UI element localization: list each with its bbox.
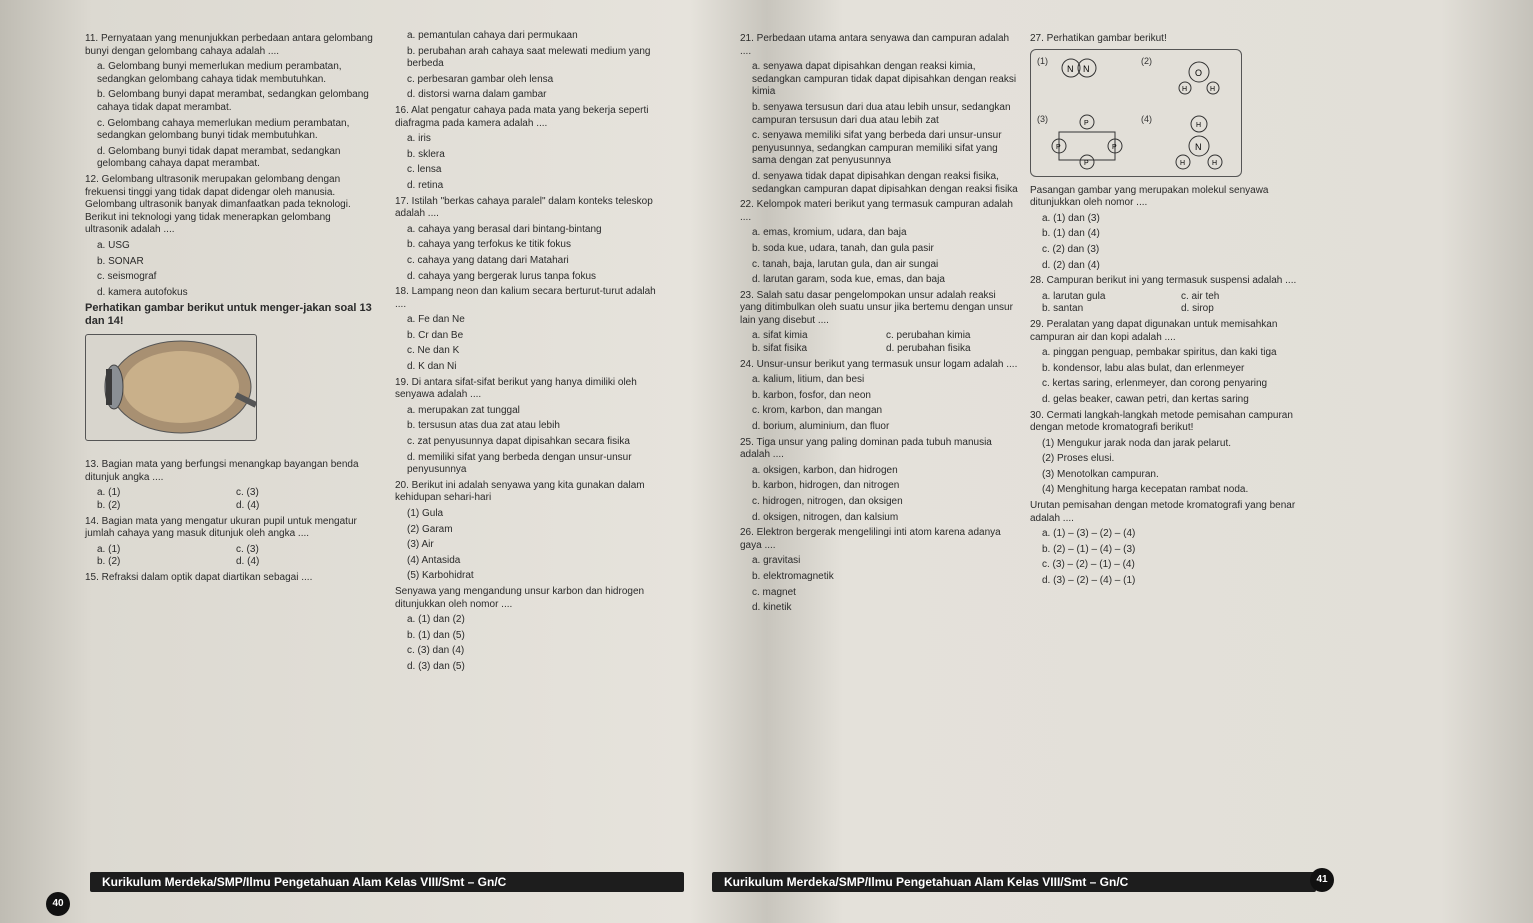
option: c. krom, karbon, dan mangan <box>752 405 883 417</box>
svg-text:H: H <box>1210 85 1216 93</box>
question-14: 14. Bagian mata yang mengatur ukuran pupil untuk mengatur jumlah cahaya yang masuk ditunjuk oleh angka .... <box>85 515 357 540</box>
option: a. larutan gula <box>1042 290 1106 302</box>
option: a. gravitasi <box>752 555 801 567</box>
option: c. Gelombang cahaya memerlukan medium perambatan, sedangkan gelombang bunyi tidak membutuhkan. <box>97 117 350 142</box>
option: d. memiliki sifat yang berbeda dengan unsur-unsur penyusunnya <box>407 451 632 476</box>
left-page <box>75 30 735 890</box>
option: b. santan <box>1042 303 1084 315</box>
molecule-figure <box>1030 49 1242 177</box>
option: b. (1) dan (5) <box>407 629 465 641</box>
option: a. oksigen, karbon, dan hidrogen <box>752 464 898 476</box>
svg-text:O: O <box>1195 67 1203 78</box>
question-text: Senyawa yang mengandung unsur karbon dan hidrogen ditunjukkan oleh nomor .... <box>395 585 645 610</box>
option: a. iris <box>407 133 431 145</box>
question-25: 25. Tiga unsur yang paling dominan pada tubuh manusia adalah .... <box>740 436 992 461</box>
list-item: (2) Garam <box>407 523 453 535</box>
question-text: Pasangan gambar yang merupakan molekul senyawa ditunjukkan oleh nomor .... <box>1030 184 1269 209</box>
option: d. borium, aluminium, dan fluor <box>752 421 890 433</box>
right-column-2 <box>1030 30 1320 591</box>
option: c. magnet <box>752 586 796 598</box>
list-item: (5) Karbohidrat <box>407 570 474 582</box>
q13-options <box>85 487 375 500</box>
figure-label: (1) <box>1037 55 1048 66</box>
option: d. (3) dan (5) <box>407 660 465 672</box>
option: a. (1) <box>97 543 121 555</box>
option: a. cahaya yang berasal dari bintang-bintang <box>407 223 602 235</box>
option: d. (4) <box>236 500 260 512</box>
option: d. K dan Ni <box>407 361 457 373</box>
q23-options <box>740 330 1020 343</box>
question-30: 30. Cermati langkah-langkah metode pemisahan campuran dengan metode kromatografi berikut! <box>1030 409 1293 434</box>
figure-label: (2) <box>1141 55 1152 66</box>
option: b. (2) <box>97 556 121 568</box>
question-26: 26. Elektron bergerak mengelilingi inti atom karena adanya gaya .... <box>740 527 1001 551</box>
option: d. perubahan fisika <box>886 343 971 355</box>
option: b. senyawa tersusun dari dua atau lebih unsur, sedangkan campuran tersusun dari dua atau lebih zat <box>752 101 1011 126</box>
question-12: 12. Gelombang ultrasonik merupakan gelombang dengan frekuensi tinggi yang tidak dapat didengar oleh manusia. Gelombang ultrasonik banyak dimanfaatkan pada teknologi. Berikut ini teknologi yang tidak menerapkan gelombang ultrasonik adalah .... <box>85 173 351 236</box>
option: c. kertas saring, erlenmeyer, dan corong penyaring <box>1042 378 1268 390</box>
option: d. gelas beaker, cawan petri, dan kertas saring <box>1042 393 1249 405</box>
option: b. Gelombang bunyi dapat merambat, sedangkan gelombang cahaya tidak dapat merambat. <box>97 89 369 113</box>
option: b. Cr dan Be <box>407 329 464 341</box>
figure-label: (3) <box>1037 113 1048 124</box>
svg-text:P: P <box>1112 143 1117 151</box>
list-item: (3) Menotolkan campuran. <box>1042 468 1159 480</box>
eye-diagram <box>85 334 257 441</box>
question-16: 16. Alat pengatur cahaya pada mata yang bekerja seperti diafragma pada kamera adalah .... <box>395 104 649 129</box>
question-27: 27. Perhatikan gambar berikut! <box>1030 33 1167 44</box>
option: a. (1) – (3) – (2) – (4) <box>1042 528 1136 540</box>
svg-text:N: N <box>1195 141 1202 152</box>
option: a. kalium, litium, dan besi <box>752 374 865 386</box>
q13-options <box>85 500 375 513</box>
question-23: 23. Salah satu dasar pengelompokan unsur adalah reaksi yang ditimbulkan oleh suatu unsur jika bertemu dengan unsur lain yang disebut .... <box>740 289 1013 326</box>
svg-text:H: H <box>1180 159 1186 167</box>
right-column-1 <box>740 30 1020 618</box>
question-17: 17. Istilah "berkas cahaya paralel" dalam konteks teleskop adalah .... <box>395 195 653 220</box>
option: d. (4) <box>236 556 260 568</box>
option: b. (1) dan (4) <box>1042 228 1100 240</box>
svg-text:H: H <box>1182 85 1188 93</box>
option: a. (1) dan (2) <box>407 614 465 626</box>
list-item: (1) Mengukur jarak noda dan jarak pelarut. <box>1042 437 1231 449</box>
option: d. kamera autofokus <box>97 286 188 298</box>
q28-options <box>1030 291 1320 304</box>
option: b. cahaya yang terfokus ke titik fokus <box>407 239 571 251</box>
option: b. tersusun atas dua zat atau lebih <box>407 420 560 432</box>
option: b. (2) – (1) – (4) – (3) <box>1042 543 1136 555</box>
option: d. cahaya yang bergerak lurus tanpa fokus <box>407 270 597 282</box>
figure-label: (4) <box>1141 113 1152 124</box>
option: a. Gelombang bunyi memerlukan medium perambatan, sedangkan gelombang cahaya tidak membutuhkan. <box>97 61 342 85</box>
eye-cross-section-icon <box>86 335 256 440</box>
molecule-diagram-icon <box>1031 50 1241 176</box>
svg-text:N: N <box>1083 63 1090 74</box>
q28-options <box>1030 303 1320 316</box>
option: d. (3) – (2) – (4) – (1) <box>1042 575 1136 587</box>
question-13: 13. Bagian mata yang berfungsi menangkap bayangan benda ditunjuk angka .... <box>85 459 359 483</box>
option: d. Gelombang bunyi tidak dapat merambat, sedangkan gelombang cahaya dapat merambat. <box>97 145 341 170</box>
option: c. Ne dan K <box>407 345 460 357</box>
right-page <box>730 30 1350 890</box>
page-number-right: 41 <box>1310 868 1334 892</box>
question-29: 29. Peralatan yang dapat digunakan untuk memisahkan campuran air dan kopi adalah .... <box>1030 318 1278 343</box>
option: b. kondensor, labu alas bulat, dan erlenmeyer <box>1042 362 1245 374</box>
q14-options <box>85 556 375 569</box>
option: c. perbesaran gambar oleh lensa <box>407 73 554 85</box>
option: a. pemantulan cahaya dari permukaan <box>407 30 578 41</box>
q14-options <box>85 544 375 557</box>
list-item: (3) Air <box>407 539 434 551</box>
right-footer: Kurikulum Merdeka/SMP/Ilmu Pengetahuan Alam Kelas VIII/Smt – Gn/C <box>712 872 1316 892</box>
question-11: 11. Pernyataan yang menunjukkan perbedaan antara gelombang bunyi dengan gelombang cahaya adalah .... <box>85 33 373 57</box>
question-20: 20. Berikut ini adalah senyawa yang kita gunakan dalam kehidupan sehari-hari <box>395 479 645 504</box>
option: b. sifat fisika <box>752 343 808 355</box>
option: a. Fe dan Ne <box>407 314 465 326</box>
q23-options <box>740 343 1020 356</box>
option: b. elektromagnetik <box>752 570 834 582</box>
option: d. kinetik <box>752 602 792 614</box>
svg-text:P: P <box>1056 143 1061 151</box>
list-item: (4) Menghitung harga kecepatan rambat noda. <box>1042 484 1249 496</box>
left-footer: Kurikulum Merdeka/SMP/Ilmu Pengetahuan Alam Kelas VIII/Smt – Gn/C <box>90 872 684 892</box>
option: d. (2) dan (4) <box>1042 259 1100 271</box>
option: c. air teh <box>1181 290 1220 302</box>
page-number-left: 40 <box>46 892 70 916</box>
question-24: 24. Unsur-unsur berikut yang termasuk unsur logam adalah .... <box>740 358 1018 370</box>
svg-text:H: H <box>1196 121 1202 129</box>
option: d. oksigen, nitrogen, dan kalsium <box>752 511 899 523</box>
option: c. (3) <box>236 543 259 555</box>
option: b. SONAR <box>97 255 144 267</box>
option: b. sklera <box>407 148 445 160</box>
question-text: Urutan pemisahan dengan metode kromatografi yang benar adalah .... <box>1030 500 1296 524</box>
option: d. larutan garam, soda kue, emas, dan baja <box>752 274 945 286</box>
option: c. (3) dan (4) <box>407 645 465 657</box>
question-21: 21. Perbedaan utama antara senyawa dan campuran adalah .... <box>740 33 1010 57</box>
svg-text:H: H <box>1212 159 1218 167</box>
option: a. sifat kimia <box>752 330 808 342</box>
list-item: (1) Gula <box>407 508 444 519</box>
option: c. zat penyusunnya dapat dipisahkan secara fisika <box>407 436 630 448</box>
question-22: 22. Kelompok materi berikut yang termasuk campuran adalah .... <box>740 199 1013 223</box>
option: d. distorsi warna dalam gambar <box>407 89 547 101</box>
list-item: (2) Proses elusi. <box>1042 453 1115 465</box>
option: c. lensa <box>407 164 442 176</box>
option: c. cahaya yang datang dari Matahari <box>407 254 569 266</box>
svg-text:N: N <box>1067 63 1074 74</box>
option: c. (3) <box>236 487 259 499</box>
option: c. (2) dan (3) <box>1042 243 1100 255</box>
question-18: 18. Lampang neon dan kalium secara berturut-turut adalah .... <box>395 286 656 310</box>
option: d. retina <box>407 179 444 191</box>
left-column-1 <box>85 30 375 588</box>
question-19: 19. Di antara sifat-sifat berikut yang hanya dimiliki oleh senyawa adalah .... <box>395 376 637 401</box>
question-28: 28. Campuran berikut ini yang termasuk suspensi adalah .... <box>1030 275 1297 287</box>
option: d. sirop <box>1181 303 1214 315</box>
option: b. soda kue, udara, tanah, dan gula pasir <box>752 242 934 254</box>
option: b. karbon, fosfor, dan neon <box>752 389 871 401</box>
option: c. tanah, baja, larutan gula, dan air sungai <box>752 258 939 270</box>
option: a. senyawa dapat dipisahkan dengan reaksi kimia, sedangkan campuran tidak dapat dipisahkan dengan reaksi kimia <box>752 61 1017 98</box>
option: b. karbon, hidrogen, dan nitrogen <box>752 480 900 492</box>
option: b. (2) <box>97 500 121 512</box>
option: b. perubahan arah cahaya saat melewati medium yang berbeda <box>407 45 651 70</box>
svg-text:P: P <box>1084 119 1089 127</box>
figure-heading: Perhatikan gambar berikut untuk menger-jakan soal 13 dan 14! <box>85 302 372 328</box>
option: a. (1) dan (3) <box>1042 212 1100 224</box>
option: a. emas, kromium, udara, dan baja <box>752 227 907 239</box>
option: a. (1) <box>97 487 121 499</box>
option: a. merupakan zat tunggal <box>407 404 520 416</box>
option: c. senyawa memiliki sifat yang berbeda dari unsur-unsur penyusunnya, sedangkan campuran memiliki sifat yang sama dengan zat penyusunnya <box>752 130 1002 167</box>
left-column-2 <box>395 30 660 677</box>
option: c. perubahan kimia <box>886 330 971 342</box>
option: c. seismograf <box>97 271 157 283</box>
option: c. hidrogen, nitrogen, dan oksigen <box>752 496 903 507</box>
list-item: (4) Antasida <box>407 554 461 566</box>
option: a. USG <box>97 239 130 251</box>
svg-text:P: P <box>1084 159 1089 167</box>
option: c. (3) – (2) – (1) – (4) <box>1042 559 1135 571</box>
option: a. pinggan penguap, pembakar spiritus, dan kaki tiga <box>1042 347 1277 359</box>
question-15: 15. Refraksi dalam optik dapat diartikan sebagai .... <box>85 572 313 584</box>
option: d. senyawa tidak dapat dipisahkan dengan reaksi fisika, sedangkan campuran dapat dipisahkan dengan reaksi fisika <box>752 170 1018 195</box>
